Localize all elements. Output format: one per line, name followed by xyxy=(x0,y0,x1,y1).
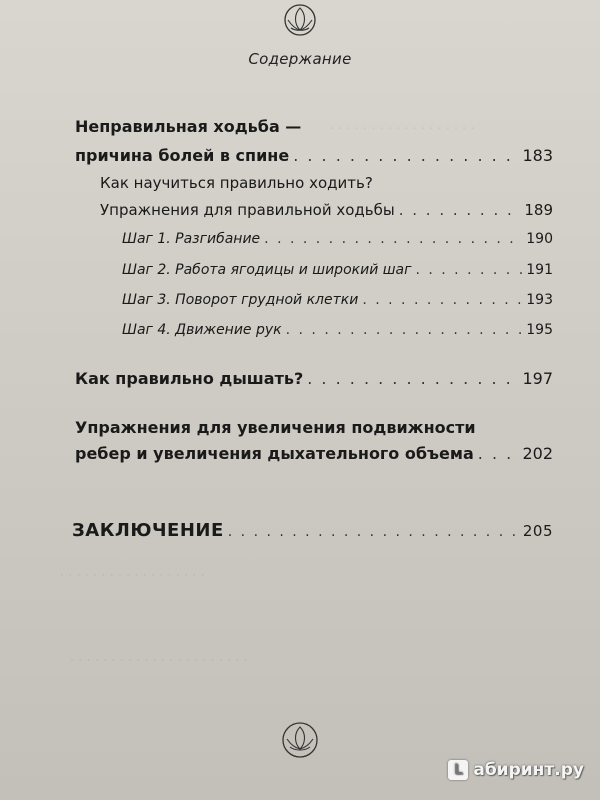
toc-entry-label: ЗАКЛЮЧЕНИЕ xyxy=(72,520,224,541)
toc-page-number: 183 xyxy=(522,146,553,165)
bleed-through-text: . . . . . . . . . . . . . . . . . . . . . . xyxy=(70,650,248,665)
toc-entry-breathing[interactable] xyxy=(75,369,553,388)
leader-dots xyxy=(307,369,518,388)
lotus-ornament-icon xyxy=(278,718,322,762)
toc-heading-line: Упражнения для увеличения подвижности xyxy=(75,418,476,437)
toc-entry-label: Шаг 3. Поворот грудной клетки xyxy=(122,292,359,308)
toc-entry-label: Шаг 4. Движение рук xyxy=(122,322,282,338)
leader-dots xyxy=(264,231,522,247)
leader-dots xyxy=(399,201,521,219)
toc-entry-how-to-walk[interactable]: Как научиться правильно ходить? xyxy=(100,174,373,192)
toc-entry-label: Шаг 1. Разгибание xyxy=(122,231,261,247)
toc-entry-label: Как правильно дышать? xyxy=(75,369,304,388)
toc-page-number: 202 xyxy=(522,444,553,463)
leader-dots xyxy=(415,262,522,278)
toc-page-number: 189 xyxy=(524,201,553,219)
leader-dots xyxy=(293,146,518,165)
page-title: Содержание xyxy=(248,50,352,68)
toc-page-number: 205 xyxy=(522,522,553,540)
toc-entry-rib-exercises[interactable] xyxy=(75,444,553,463)
leader-dots xyxy=(478,444,519,463)
toc-entry-step-4[interactable] xyxy=(122,322,553,338)
toc-entry-label: причина болей в спине xyxy=(75,146,290,165)
toc-heading-line: Неправильная ходьба — xyxy=(75,117,302,136)
toc-page-number: 197 xyxy=(522,369,553,388)
bleed-through-text: . . . . . . . . . . . . . . . . . . xyxy=(60,565,205,580)
toc-page-number: 191 xyxy=(526,262,553,278)
toc-entry-walk-exercises[interactable] xyxy=(100,201,553,219)
toc-entry-label: ребер и увеличения дыхательного объема xyxy=(75,444,474,463)
watermark xyxy=(448,760,584,780)
toc-entry-label: Упражнения для правильной ходьбы xyxy=(100,201,395,219)
leader-dots xyxy=(228,524,519,540)
toc-entry-step-3[interactable] xyxy=(122,292,553,308)
leader-dots xyxy=(286,322,523,338)
toc-entry-conclusion[interactable] xyxy=(72,520,553,541)
toc-entry-label: Шаг 2. Работа ягодицы и широкий шаг xyxy=(122,262,412,278)
toc-entry-step-2[interactable] xyxy=(122,262,553,278)
toc-page-number: 193 xyxy=(526,292,553,308)
toc-entry-step-1[interactable] xyxy=(122,231,553,247)
labirint-logo-icon: L xyxy=(448,760,468,780)
toc-page-number: 195 xyxy=(526,322,553,338)
watermark-text: абиринт.ру xyxy=(473,760,584,780)
toc-entry-walk[interactable] xyxy=(75,146,553,165)
toc-page-number: 190 xyxy=(526,231,553,247)
leader-dots xyxy=(362,292,522,308)
bleed-through-text: . . . . . . . . . . . . . . . . . . xyxy=(330,118,475,133)
